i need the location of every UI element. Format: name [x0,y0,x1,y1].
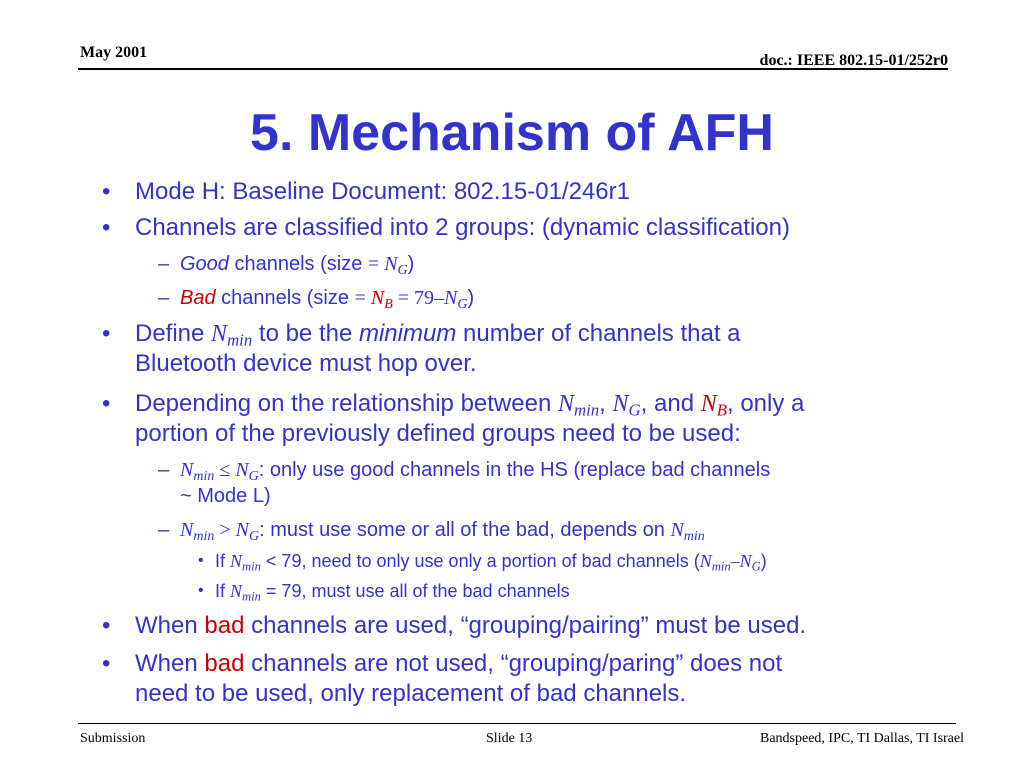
var-sub-g: G [397,262,408,278]
var-n: N [180,519,194,541]
footer-submission: Submission [80,731,146,746]
var-n: N [700,391,717,417]
sub-bullet-text: channels (size [228,253,368,275]
var-n: N [230,551,243,571]
sub-bullet-marker: – [158,287,170,309]
gt-sign: > [214,519,236,541]
var-n: N [370,287,385,309]
bullet-text: , [599,390,613,417]
bullet-define-nmin [135,320,741,348]
close-paren: ) [467,287,475,309]
var-n: N [557,391,574,417]
sub-bullet-nmin-gt-ng [180,518,705,542]
header-date: May 2001 [80,44,148,61]
var-n: N [699,551,712,571]
bullet-text: number of channels that a [456,320,741,347]
bullet-marker: • [102,320,111,347]
var-sub-g: G [457,296,468,312]
bullet-text: Channels are classified into 2 groups: (dynamic classification) [135,214,790,241]
var-sub-g: G [248,468,259,484]
bad-label: bad [204,650,245,677]
bullet-channel-classification [135,214,790,242]
minus-sign: – [434,287,445,309]
var-sub-min: min [193,468,215,484]
sub-sub-bullet-marker: • [198,582,204,599]
var-n: N [235,519,249,541]
sub-bullet-marker: – [158,459,170,481]
bullet-baseline-document [135,178,630,206]
sub-sub-bullet-nmin-lt-79 [215,550,767,572]
bullet-marker: • [102,390,111,417]
minus-sign: – [730,551,740,571]
sub-sub-bullet-nmin-eq-79 [215,580,570,602]
sub-bullet-nmin-le-ng [180,458,770,482]
sub-sub-bullet-text: If [215,551,231,571]
equals-sign: = [367,253,385,275]
sub-bullet-good-channels [180,252,414,276]
bullet-marker: • [102,214,111,241]
good-label: Good [180,253,229,275]
bullet-marker: • [102,650,111,677]
footer-slide-number: Slide 13 [486,731,533,746]
var-sub-min: min [683,528,705,544]
var-sub-min: min [574,400,600,420]
var-sub-min: min [242,589,261,604]
sub-bullet-marker: – [158,519,170,541]
sub-bullet-marker: – [158,253,170,275]
bullet-text: When [135,612,205,639]
var-n: N [444,287,458,309]
emphasis-minimum: minimum [358,320,457,347]
bullet-relationship-cont: portion of the previously defined groups need to be used: [135,420,741,447]
bullet-bad-not-used [135,650,782,678]
footer-authors: Bandspeed, IPC, TI Dallas, TI Israel [760,731,964,746]
var-sub-g: G [628,400,641,420]
var-sub-min: min [227,330,253,350]
var-n: N [384,253,398,275]
var-n: N [230,581,243,601]
var-n: N [180,459,194,481]
sub-bullet-text: : must use some or all of the bad, depends on [259,519,671,541]
bullet-text: , only a [726,390,805,417]
bullet-text: Define [135,320,212,347]
close-paren: ) [407,253,415,275]
bullet-bad-used [135,612,806,640]
footer-divider [78,723,956,724]
sub-bullet-nmin-le-ng-cont: ~ Mode L) [180,485,271,507]
bad-label: Bad [180,287,216,309]
var-sub-g: G [248,528,260,544]
sub-sub-bullet-text: If [215,581,231,601]
bullet-text: When [135,650,205,677]
var-sub-min: min [711,559,731,574]
close-paren: ) [760,551,767,571]
header-doc-id: doc.: IEEE 802.15-01/252r0 [759,52,948,69]
bullet-marker: • [102,612,111,639]
var-n: N [612,391,629,417]
bullet-bad-not-used-cont: need to be used, only replacement of bad channels. [135,680,687,707]
var-sub-b: B [716,400,727,420]
var-sub-min: min [242,559,261,574]
bullet-text: Depending on the relationship between [135,390,558,417]
bullet-define-nmin-cont: Bluetooth device must hop over. [135,350,477,377]
leq-sign: ≤ [214,459,236,481]
equals-sign: = [392,287,415,309]
var-n: N [670,519,684,541]
var-n: N [235,459,249,481]
bullet-text: Mode H: Baseline Document: 802.15-01/246r1 [135,178,630,205]
sub-bullet-bad-channels [180,286,474,310]
var-sub-b: B [384,296,393,312]
bullet-marker: • [102,178,111,205]
bullet-relationship [135,390,804,418]
bullet-text: , and [640,390,701,417]
sub-bullet-text: : only use good channels in the HS (replace bad channels [258,459,771,481]
sub-sub-bullet-text: = 79, must use all of the bad channels [260,581,570,601]
var-sub-g: G [751,559,761,574]
channel-count: 79 [414,287,435,309]
var-n: N [211,321,228,347]
bullet-text: to be the [252,320,359,347]
var-n: N [739,551,752,571]
bad-label: bad [204,612,245,639]
bullet-text: channels are used, “grouping/pairing” must be used. [244,612,807,639]
sub-sub-bullet-marker: • [198,552,204,569]
var-sub-min: min [193,528,215,544]
slide-title: 5. Mechanism of AFH [250,104,774,162]
equals-sign: = [354,287,371,309]
sub-sub-bullet-text: < 79, need to only use only a portion of bad channels ( [260,551,700,571]
sub-bullet-text: channels (size [215,287,355,309]
bullet-text: channels are not used, “grouping/paring” does not [244,650,783,677]
